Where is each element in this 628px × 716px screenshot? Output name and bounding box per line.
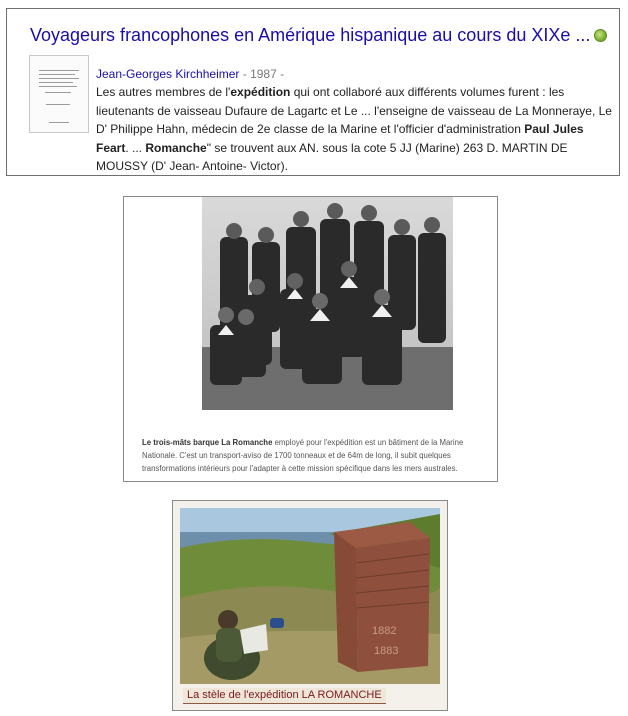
stele-inscription-1882: 1882 [372,625,397,637]
stele-photo-caption: La stèle de l'expédition LA ROMANCHE [183,688,386,704]
book-cover-thumbnail[interactable] [29,55,89,133]
highlight-term: expédition [230,85,291,99]
stele-photo-card [172,500,448,711]
result-title-link[interactable]: Voyageurs francophones en Amérique hispanique au cours du XIXe ... [30,25,591,45]
book-search-result [6,8,620,176]
stele-inscription-1883: 1883 [374,645,399,657]
crew-photo-card [123,196,498,482]
crew-photo [202,197,453,410]
highlight-term: Paul Jules Feart [96,122,584,155]
result-meta [96,67,284,81]
highlight-term: Romanche [145,140,207,155]
result-snippet: Les autres membres de l'expédition qui ont collaboré aux différents volumes furent : les lieutenants de vaisseau Dufaure de Lagartc et Le ... l'enseigne de vaisseau de La Monneraye, Le D' Philippe Hahn, médecin de 2e classe de la Marine et l'officier d'administration Paul Jules Feart. ... Romanche" se trouvent aux AN. sous la cote 5 JJ (Marine) 263 D. MARTIN DE MOUSSY (D' Jean- Antoine- Victor). [96,85,612,173]
stele-photo [180,508,440,684]
publication-year: - 1987 - [239,67,285,81]
crew-photo-caption: Le trois-mâts barque La Romanche employé pour l'expédition est un bâtiment de la Marine Nationale. C'est un transport-aviso de 1700 tonneaux et de 64m de long, il subit quelques transformations intérieurs pour l'adapter à cette mission spécifique dans les mers australes. [142,438,464,473]
ebook-icon [594,29,607,42]
author-link[interactable]: Jean-Georges Kirchheimer [96,67,240,81]
